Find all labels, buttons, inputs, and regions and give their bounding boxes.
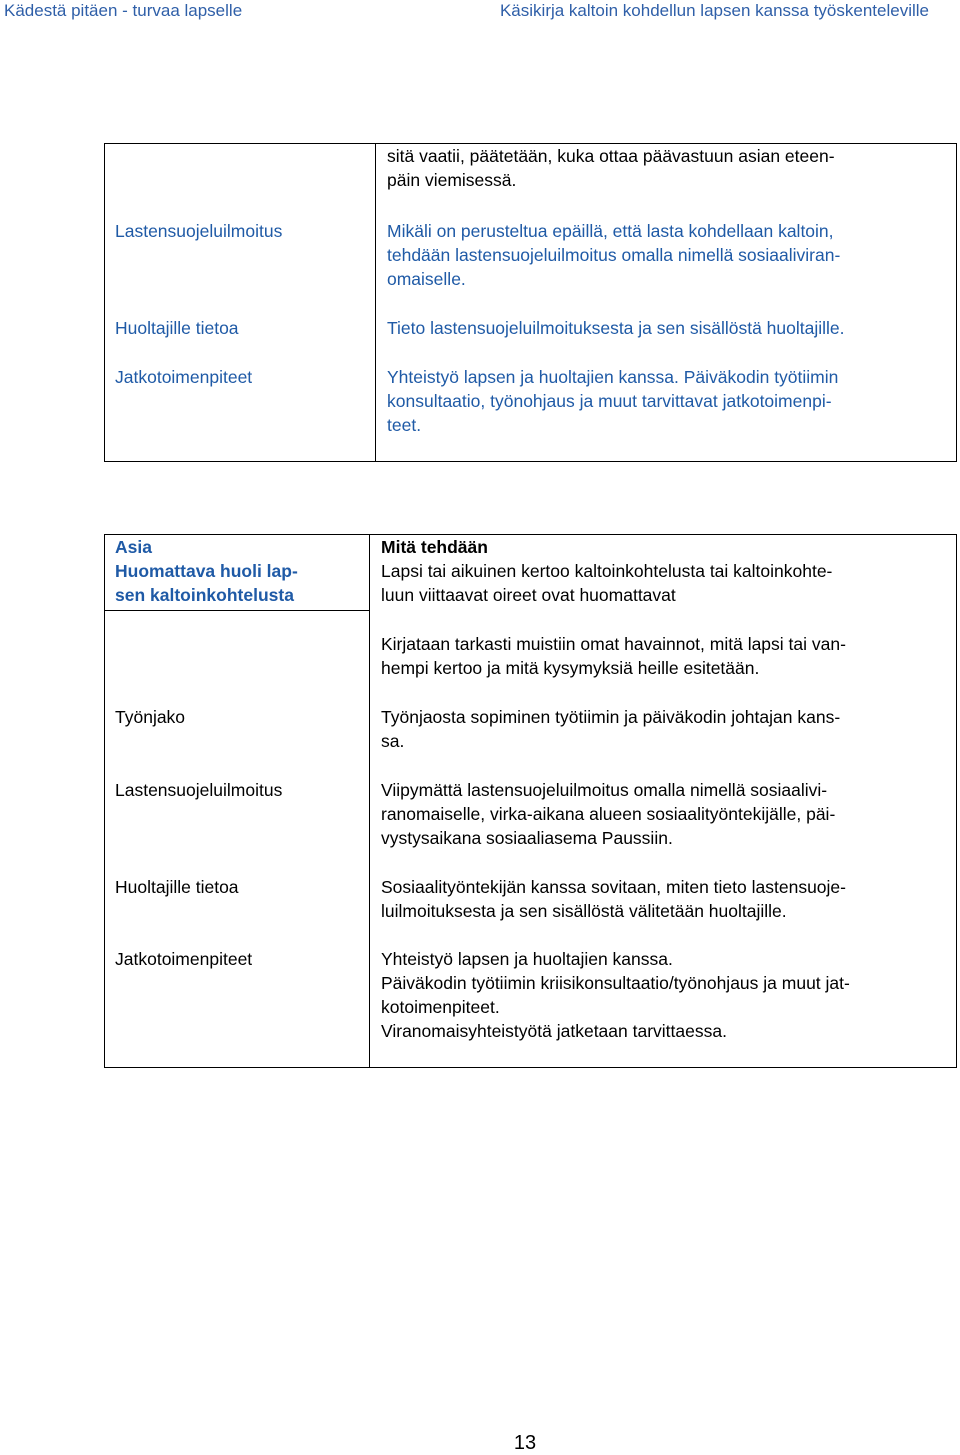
table-2-intro-b-line-2: hempi kertoo ja mitä kysymyksiä heille esitetään. [381,658,760,678]
table-2-text-tyonjako-1: Työnjaosta sopiminen työtiimin ja päiväkodin johtajan kans- [381,707,841,727]
table-2-text-jatkotoimenpiteet-2: Päiväkodin työtiimin kriisikonsultaatio/työnohjaus ja muut jat- [381,973,850,993]
table-2-text-jatkotoimenpiteet-3: kotoimenpiteet. [381,997,500,1017]
table-2-label-huoltajille-tietoa: Huoltajille tietoa [115,877,239,897]
table-1-text-lastensuojeluilmoitus-2: tehdään lastensuojeluilmoitus omalla nimellä sosiaaliviran- [387,245,841,265]
table-1-label-lastensuojeluilmoitus: Lastensuojeluilmoitus [115,221,283,241]
table-2-header-mita-tehdaan: Mitä tehdään [381,537,488,557]
table-1-text-jatkotoimenpiteet-2: konsultaatio, työnohjaus ja muut tarvittavat jatkotoimenpi- [387,391,832,411]
table-1-text-jatkotoimenpiteet-1: Yhteistyö lapsen ja huoltajien kanssa. Päiväkodin työtiimin [387,367,839,387]
running-header [0,0,960,24]
table-2-text-lastensuojeluilmoitus-2: ranomaiselle, virka-aikana alueen sosiaalityöntekijälle, päi- [381,804,836,824]
table-1-text-lastensuojeluilmoitus-1: Mikäli on perusteltua epäillä, että lasta kohdellaan kaltoin, [387,221,834,241]
table-2-text-huoltajille-tietoa-1: Sosiaalityöntekijän kanssa sovitaan, miten tieto lastensuoje- [381,877,846,897]
table-2-subject-line-1: Huomattava huoli lap- [115,561,298,581]
table-2-label-jatkotoimenpiteet: Jatkotoimenpiteet [115,949,253,969]
table-2-text-jatkotoimenpiteet-4: Viranomaisyhteistyötä jatketaan tarvittaessa. [381,1021,727,1041]
table-2-column-divider [369,534,370,1068]
table-2-intro-a-line-2: luun viittaavat oireet ovat huomattavat [381,585,676,605]
table-2-label-lastensuojeluilmoitus: Lastensuojeluilmoitus [115,780,283,800]
table-2-text-jatkotoimenpiteet-1: Yhteistyö lapsen ja huoltajien kanssa. [381,949,673,969]
table-1-label-huoltajille-tietoa: Huoltajille tietoa [115,318,239,338]
table-2-label-tyonjako: Työnjako [115,707,186,727]
table-2-text-lastensuojeluilmoitus-1: Viipymättä lastensuojeluilmoitus omalla nimellä sosiaalivi- [381,780,828,800]
table-2-intro-a-line-1: Lapsi tai aikuinen kertoo kaltoinkohtelusta tai kaltoinkohte- [381,561,833,581]
table-1 [104,143,957,462]
table-2-text-tyonjako-2: sa. [381,731,405,751]
table-2-header-divider [104,610,369,611]
table-1-intro-line-2: päin viemisessä. [387,170,517,190]
table-2-subject-line-2: sen kaltoinkohtelusta [115,585,294,605]
header-left-title: Kädestä pitäen - turvaa lapselle [4,1,243,20]
table-2-header-asia: Asia [115,537,152,557]
table-2-text-lastensuojeluilmoitus-3: vystysaikana sosiaaliasema Paussiin. [381,828,673,848]
table-2-intro-b-line-1: Kirjataan tarkasti muistiin omat havainnot, mitä lapsi tai van- [381,634,846,654]
table-1-label-jatkotoimenpiteet: Jatkotoimenpiteet [115,367,253,387]
table-2-text-huoltajille-tietoa-2: luilmoituksesta ja sen sisällöstä välitetään huoltajille. [381,901,787,921]
header-right-title: Käsikirja kaltoin kohdellun lapsen kanssa työskenteleville [499,1,929,20]
table-1-column-divider [375,143,376,462]
page-number: 13 [513,1432,537,1454]
table-1-text-lastensuojeluilmoitus-3: omaiselle. [387,269,466,289]
table-1-intro-line-1: sitä vaatii, päätetään, kuka ottaa päävastuun asian eteen- [387,146,835,166]
table-1-text-jatkotoimenpiteet-3: teet. [387,415,422,435]
table-1-text-huoltajille-tietoa: Tieto lastensuojeluilmoituksesta ja sen sisällöstä huoltajille. [387,318,845,338]
